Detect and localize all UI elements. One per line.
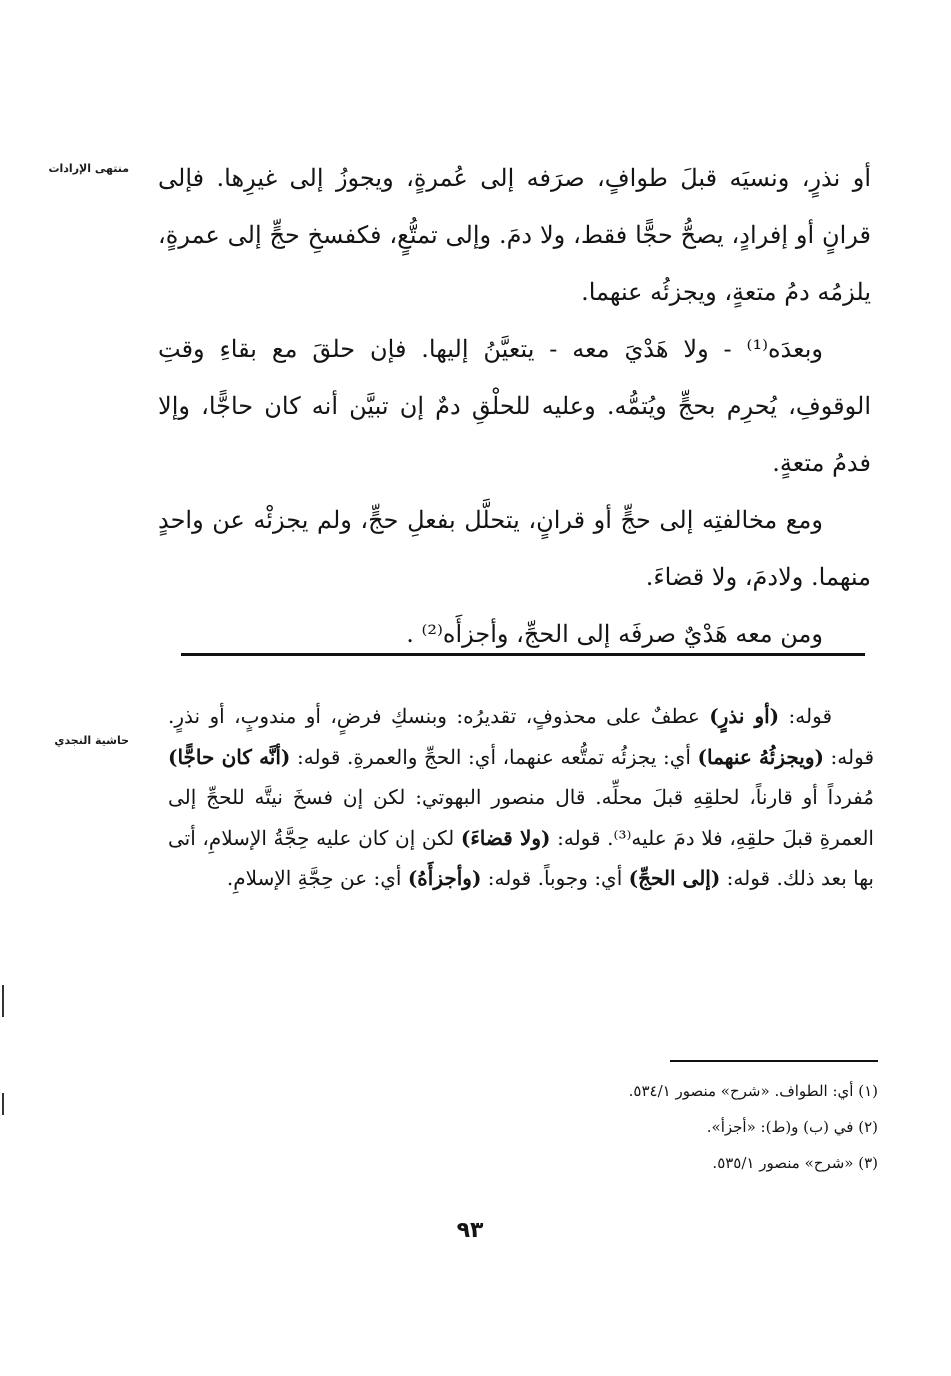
scan-margin-mark — [2, 1093, 4, 1115]
hashiya-text: أي: يجزئُه تمتُّعه عنهما، أي: الحجِّ والعمرةِ. قوله: — [290, 744, 698, 769]
footnote: (١) أي: الطواف. «شرح» منصور ٥٣٤/١. — [628, 1082, 878, 1100]
hashiya-side-label: حاشية النجدي — [54, 734, 129, 747]
matn-paragraph: وبعدَه⁽¹⁾ - ولا هَدْيَ معه - يتعيَّنُ إليها. فإن حلقَ مع بقاءِ وقتِ الوقوفِ، يُحرِم بحجٍّ ويُتمُّه. وعليه للحلْقِ دمٌ إن تبيَّن أنه كان حاجًّا، وإلا فدمُ متعةٍ. — [158, 335, 871, 477]
hashiya-paragraph — [168, 696, 874, 899]
matn-paragraph: أو نذرٍ، ونسيَه قبلَ طوافٍ، صرَفه إلى عُمرةٍ، ويجوزُ إلى غيرِها. فإلى قرانٍ أو إفرادٍ، يصحُّ حجًّا فقط، ولا دمَ. وإلى تمتُّعٍ، فكفسخِ حجٍّ إلى عمرةٍ، يلزمُه دمُ متعةٍ، ويجزئُه عنهما. — [158, 164, 871, 306]
hashiya-text: أي: وجوباً. قوله: — [481, 866, 629, 890]
matn-side-label: منتهى الإرادات — [48, 162, 129, 175]
matn-paragraph: ومع مخالفتِه إلى حجٍّ أو قرانٍ، يتحلَّل بفعلِ حجٍّ، ولم يجزئْه عن واحدٍ منهما. ولادمَ، ولا قضاءَ. — [158, 506, 871, 591]
hashiya-text: لكن إن كان عليه حِجَّةُ الإسلامِ، أتى بها بعد ذلك. قوله: — [168, 825, 874, 890]
page-number: ٩٣ — [456, 1218, 484, 1243]
hashiya-keyword: (ويجزئُهُ عنهما) — [697, 744, 824, 769]
hashiya-text: عطفٌ على محذوفٍ، تقديرُه: وبنسكِ فرضٍ، أو مندوبٍ، أو نذرٍ. قوله: — [168, 704, 875, 769]
hashiya-keyword: (ولا قضاءَ) — [460, 825, 551, 850]
hashiya-text: أي: عن حِجَّةِ الإسلامِ. — [226, 866, 408, 890]
hashiya-keyword: (أو نذرٍ) — [709, 704, 780, 728]
hashiya-keyword: (أنَّه كان حاجًّا) — [168, 744, 291, 769]
section-divider — [181, 653, 865, 656]
footnote-divider — [670, 1060, 878, 1062]
hashiya-text: قوله: — [779, 704, 832, 728]
hashiya-keyword: (إلى الحجِّ) — [628, 866, 721, 890]
matn-text-block — [158, 150, 871, 663]
matn-paragraph: ومن معه هَدْيٌ صرفَه إلى الحجِّ، وأجزأَه⁽²⁾ . — [406, 620, 823, 648]
scan-margin-mark — [2, 985, 4, 1017]
footnote: (٢) في (ب) و(ط): «أجزأ». — [706, 1118, 878, 1136]
footnotes — [300, 1073, 878, 1181]
hashiya-text-block — [168, 696, 874, 899]
hashiya-keyword: (وأجزأَهُ) — [407, 866, 482, 890]
footnote: (٣) «شرح» منصور ٥٣٥/١. — [712, 1154, 878, 1172]
hashiya-text: مُفرداً أو قارناً، لحلقِهِ قبلَ محلِّه. قال منصور البهوتي: لكن إن فسخَ نيتَّه للحجِّ إلى العمرةِ قبلَ حلقِهِ، فلا دمَ عليه⁽³⁾. قوله: — [168, 785, 874, 850]
